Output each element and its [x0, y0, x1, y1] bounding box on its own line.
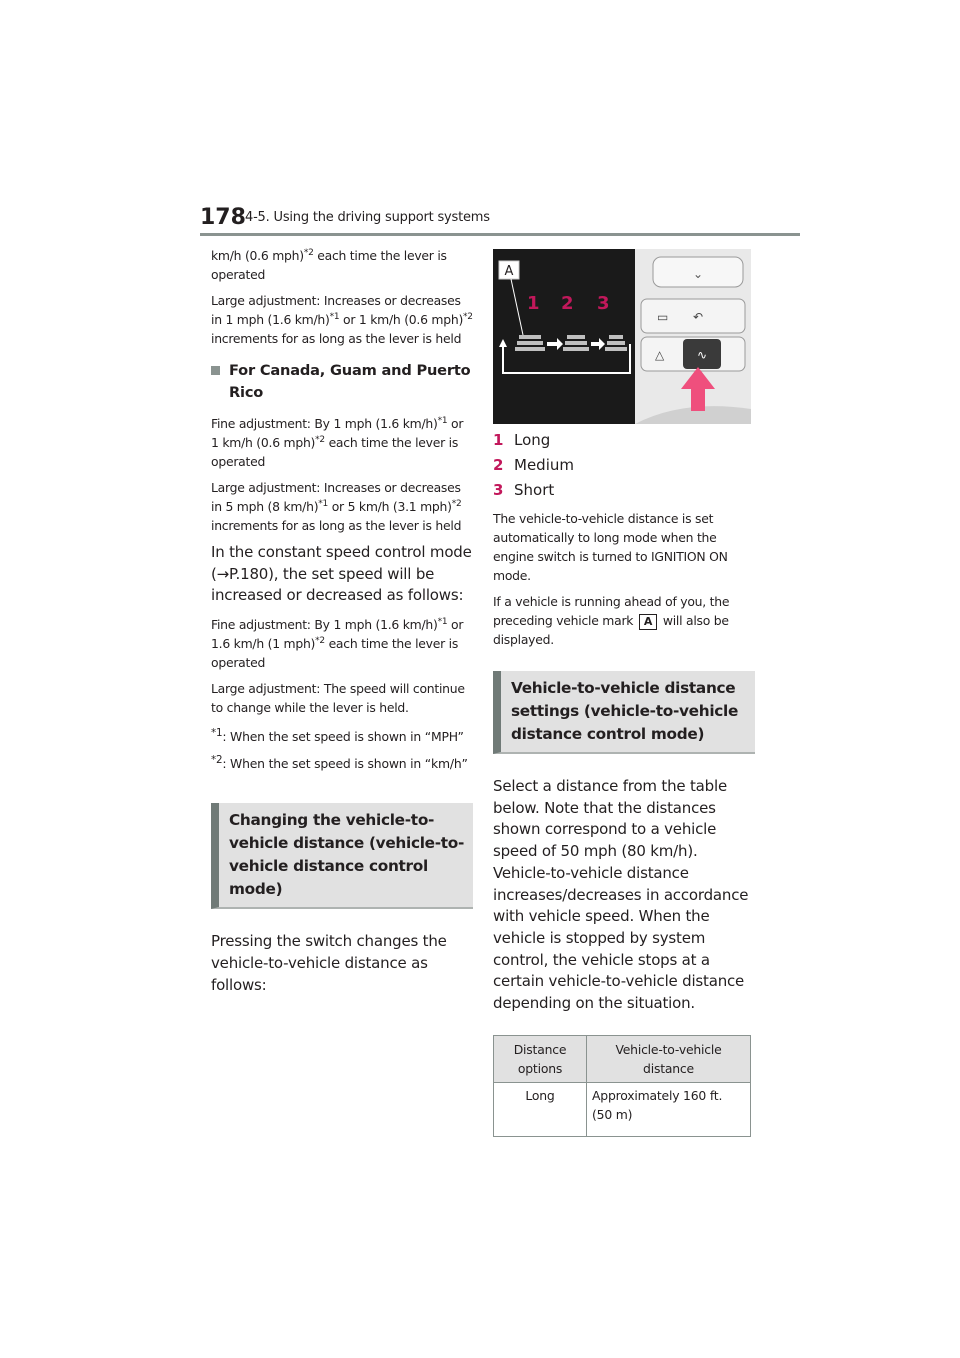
svg-text:▭: ▭ [657, 310, 669, 324]
paragraph: Fine adjustment: By 1 mph (1.6 km/h)$^{*1}$ or 1 km/h (0.6 mph)$^{*2}$ each time the lever is operated [211, 415, 464, 469]
list-item: 3 Short [493, 481, 555, 499]
table-cell: Long [494, 1082, 587, 1136]
paragraph: The vehicle-to-vehicle distance is set automatically to long mode when the engine switch is turned to IGNITION ON mode. [493, 511, 728, 583]
distance-switch-illustration [493, 249, 751, 424]
section-title: 4-5. Using the driving support systems [245, 210, 490, 225]
footnote: $^{*1}$: When the set speed is shown in “MPH” [211, 727, 464, 745]
illus-step-3: 3 [597, 293, 610, 314]
sub-heading: For Canada, Guam and Puerto Rico [211, 360, 473, 404]
page-number: 178 [200, 205, 246, 230]
paragraph: km/h (0.6 mph)$^{*2}$ each time the lever is operated [211, 247, 447, 282]
table-row [494, 1082, 751, 1136]
paragraph: Fine adjustment: By 1 mph (1.6 km/h)$^{*1}$ or 1.6 km/h (1 mph)$^{*2}$ each time the lever is operated [211, 616, 464, 671]
footnote: $^{*2}$: When the set speed is shown in “km/h” [211, 754, 468, 772]
svg-text:⌄: ⌄ [692, 267, 704, 281]
illus-step-1: 1 [527, 293, 540, 314]
left-column [211, 246, 473, 1004]
heading-box: Vehicle-to-vehicle distance settings (vehicle-to-vehicle distance control mode) [493, 671, 755, 754]
svg-text:↶: ↶ [693, 310, 704, 324]
body-text: Pressing the switch changes the vehicle-to-vehicle distance as follows: [211, 932, 447, 994]
list-item: 2 Medium [493, 456, 574, 474]
square-bullet-icon [211, 366, 220, 375]
table-header: Vehicle-to-vehicle distance [587, 1035, 751, 1082]
list-item: 1 Long [493, 431, 551, 449]
header-rule [200, 233, 800, 236]
illus-step-2: 2 [561, 293, 574, 314]
distance-long-icon [515, 335, 545, 351]
svg-text:△: △ [655, 348, 665, 362]
table-header-row [494, 1035, 751, 1082]
svg-text:∿: ∿ [696, 348, 708, 362]
body-text: In the constant speed control mode (→P.180), the set speed will be increased or decreased as follows: [211, 543, 472, 605]
distance-table [493, 1035, 751, 1137]
body-text: Select a distance from the table below. Note that the distances shown correspond to a vehicle speed of 50 mph (80 km/h). Vehicle-to-vehicle distance increases/decreases in accordance with vehicle speed. When the vehicle is stopped by system control, the vehicle stops at a certain vehicle-to-vehicle distance depending on the situation. [493, 777, 749, 1013]
right-column [493, 428, 755, 1137]
table-header: Distance options [494, 1035, 587, 1082]
paragraph: Large adjustment: Increases or decreases in 5 mph (8 km/h)$^{*1}$ or 5 km/h (3.1 mph)$^{*2}$ increments for as long as the lever is held [211, 480, 462, 533]
preceding-vehicle-mark: A [639, 614, 657, 630]
illus-label-a: A [504, 264, 514, 279]
heading-box: Changing the vehicle-to-vehicle distance (vehicle-to-vehicle distance control mode) [211, 803, 473, 909]
table-cell: Approximately 160 ft. (50 m) [587, 1082, 751, 1136]
paragraph: If a vehicle is running ahead of you, the preceding vehicle mark A will also be displayed. [493, 594, 730, 647]
paragraph: Large adjustment: The speed will continue to change while the lever is held. [211, 681, 465, 716]
paragraph: Large adjustment: Increases or decreases in 1 mph (1.6 km/h)$^{*1}$ or 1 km/h (0.6 mph)$^{*2}$ increments for as long as the lever is held [211, 293, 473, 346]
